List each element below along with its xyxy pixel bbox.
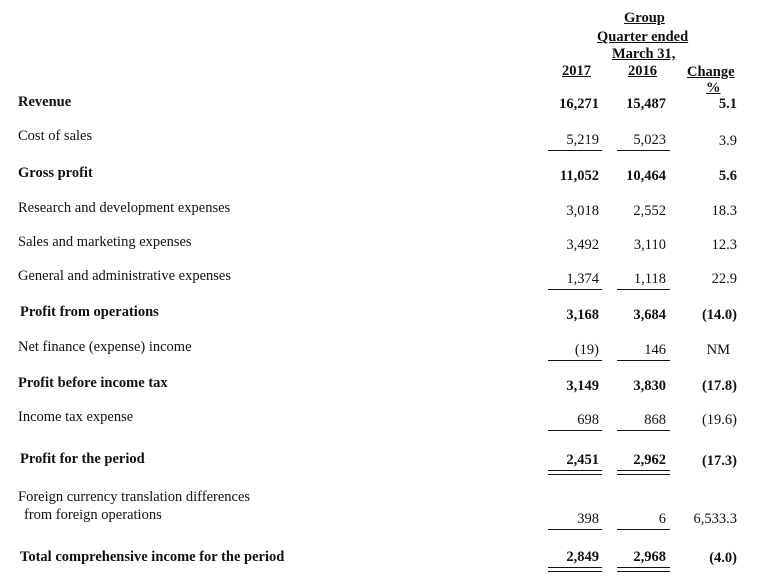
- underline-rule: [548, 289, 602, 290]
- row-value-2016: 6: [658, 511, 666, 527]
- row-label-income-tax-expense: Income tax expense: [18, 409, 134, 425]
- underline-rule: [617, 289, 670, 290]
- header-percent: %: [706, 80, 721, 96]
- row-label-foreign-currency-line2: from foreign operations: [24, 507, 162, 523]
- row-value-2016: 10,464: [626, 168, 666, 184]
- double-underline-rule: [548, 470, 602, 475]
- header-year-2016: 2016: [628, 63, 657, 79]
- row-value-2016: 146: [644, 342, 666, 358]
- row-value-2016: 3,830: [633, 378, 666, 394]
- row-change: (19.6): [701, 412, 737, 428]
- row-change: 18.3: [711, 203, 737, 219]
- double-underline-rule: [617, 470, 670, 475]
- underline-rule: [617, 360, 670, 361]
- underline-rule: [617, 430, 670, 431]
- row-label-sales-marketing: Sales and marketing expenses: [18, 234, 192, 250]
- row-change: 6,533.3: [693, 511, 737, 527]
- row-change: 3.9: [718, 133, 737, 149]
- row-label-foreign-currency: Foreign currency translation differences: [18, 489, 251, 505]
- row-change: (17.3): [701, 453, 737, 469]
- row-value-2016: 2,968: [633, 549, 666, 565]
- row-label-profit-before-tax: Profit before income tax: [18, 375, 168, 391]
- header-quarter-ended: Quarter ended: [597, 29, 689, 45]
- row-label-revenue: Revenue: [18, 94, 72, 110]
- row-value-2016: 1,118: [633, 271, 666, 287]
- row-label-general-administrative: General and administrative expenses: [18, 268, 231, 284]
- row-change: (17.8): [701, 378, 737, 394]
- underline-rule: [617, 150, 670, 151]
- row-value-2017: 5,219: [566, 132, 599, 148]
- underline-rule: [548, 529, 602, 530]
- row-value-2016: 3,110: [633, 237, 666, 253]
- row-value-2016: 2,552: [633, 203, 666, 219]
- double-underline-rule: [548, 567, 602, 572]
- double-underline-rule: [617, 567, 670, 572]
- row-label-gross-profit: Gross profit: [18, 165, 93, 181]
- row-change: (4.0): [709, 550, 737, 566]
- header-group: Group: [624, 10, 665, 26]
- row-change: 5.1: [718, 96, 737, 112]
- row-change: 12.3: [711, 237, 737, 253]
- row-change: 5.6: [718, 168, 737, 184]
- row-change: (14.0): [701, 307, 737, 323]
- underline-rule: [548, 430, 602, 431]
- row-value-2017: 698: [577, 412, 599, 428]
- row-value-2017: 3,149: [566, 378, 599, 394]
- row-change: NM: [706, 342, 730, 358]
- row-label-net-finance: Net finance (expense) income: [18, 339, 192, 355]
- underline-rule: [617, 529, 670, 530]
- header-change: Change: [687, 64, 735, 80]
- row-value-2017: 3,168: [566, 307, 599, 323]
- row-value-2017: 2,849: [566, 549, 599, 565]
- row-value-2017: 2,451: [566, 452, 599, 468]
- row-change: 22.9: [711, 271, 737, 287]
- row-label-total-comprehensive-income: Total comprehensive income for the period: [20, 549, 285, 565]
- header-year-2017: 2017: [562, 63, 591, 79]
- row-value-2017: 16,271: [559, 96, 599, 112]
- row-value-2017: 3,018: [566, 203, 599, 219]
- row-value-2017: (19): [574, 342, 599, 358]
- underline-rule: [548, 360, 602, 361]
- row-value-2016: 868: [644, 412, 666, 428]
- row-value-2017: 398: [577, 511, 599, 527]
- row-value-2016: 2,962: [633, 452, 666, 468]
- row-label-research-development: Research and development expenses: [18, 200, 231, 216]
- row-label-profit-for-period: Profit for the period: [20, 451, 145, 467]
- row-value-2016: 3,684: [633, 307, 666, 323]
- row-value-2017: 3,492: [566, 237, 599, 253]
- row-label-profit-from-operations: Profit from operations: [20, 304, 159, 320]
- header-date: March 31,: [612, 46, 676, 62]
- underline-rule: [548, 150, 602, 151]
- row-value-2016: 15,487: [626, 96, 666, 112]
- row-value-2017: 11,052: [559, 168, 599, 184]
- row-value-2017: 1,374: [566, 271, 599, 287]
- row-label-cost-of-sales: Cost of sales: [18, 128, 93, 144]
- row-value-2016: 5,023: [633, 132, 666, 148]
